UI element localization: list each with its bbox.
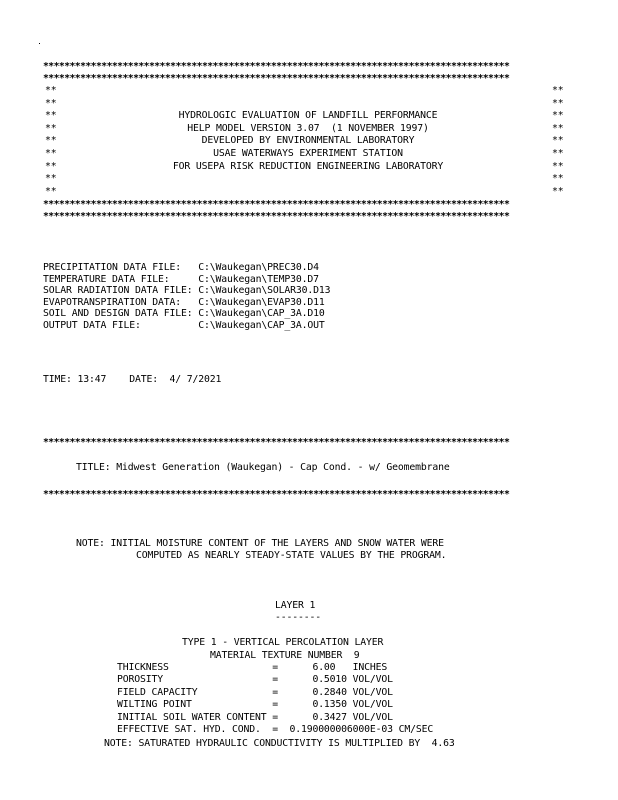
data-file-row xyxy=(43,320,325,332)
layer-property-row: THICKNESS = 6.00 INCHES xyxy=(117,662,388,673)
banner-border-right: ** xyxy=(552,98,564,109)
stars-rule-top-2: **************************************************************************************** xyxy=(43,73,510,84)
data-file-path: C:\Waukegan\TEMP30.D7 xyxy=(198,274,319,285)
layer-property-row: POROSITY = 0.5010 VOL/VOL xyxy=(117,674,393,685)
scan-speck xyxy=(39,43,40,44)
time-date-line: TIME: 13:47 DATE: 4/ 7/2021 xyxy=(43,374,222,385)
banner-border-left: ** xyxy=(45,135,57,146)
note-line-1: NOTE: INITIAL MOISTURE CONTENT OF THE LAYERS AND SNOW WATER WERE xyxy=(76,538,444,549)
data-file-path: C:\Waukegan\CAP_3A.D10 xyxy=(198,308,325,319)
data-file-label: EVAPOTRANSPIRATION DATA: xyxy=(43,297,199,308)
stars-rule-title-top: **************************************************************************************** xyxy=(43,437,510,448)
banner-border-right: ** xyxy=(552,186,564,197)
banner-line: USAE WATERWAYS EXPERIMENT STATION xyxy=(213,148,403,159)
stars-rule-bottom-1: **************************************************************************************** xyxy=(43,199,510,210)
banner-border-left: ** xyxy=(45,85,57,96)
banner-border-left: ** xyxy=(45,98,57,109)
data-file-label: SOLAR RADIATION DATA FILE: xyxy=(43,285,199,296)
data-file-row xyxy=(43,285,330,297)
banner-border-left: ** xyxy=(45,123,57,134)
stars-rule-bottom-2: **************************************************************************************** xyxy=(43,211,510,222)
stars-rule-title-bottom: **************************************************************************************** xyxy=(43,489,510,500)
data-file-path: C:\Waukegan\PREC30.D4 xyxy=(198,262,319,273)
layer-property-row: INITIAL SOIL WATER CONTENT = 0.3427 VOL/VOL xyxy=(117,712,393,723)
title-line: TITLE: Midwest Generation (Waukegan) - Cap Cond. - w/ Geomembrane xyxy=(76,462,450,473)
banner-border-right: ** xyxy=(552,135,564,146)
data-file-label: TEMPERATURE DATA FILE: xyxy=(43,274,199,285)
banner-border-right: ** xyxy=(552,148,564,159)
layer-heading: LAYER 1 xyxy=(275,600,316,611)
data-file-path: C:\Waukegan\CAP_3A.OUT xyxy=(198,320,325,331)
banner-line: HELP MODEL VERSION 3.07 (1 NOVEMBER 1997) xyxy=(187,123,429,134)
banner-border-left: ** xyxy=(45,173,57,184)
banner-border-left: ** xyxy=(45,148,57,159)
data-file-row xyxy=(43,262,319,274)
note-line-2: COMPUTED AS NEARLY STEADY-STATE VALUES BY THE PROGRAM. xyxy=(136,550,447,561)
layer-property-row: FIELD CAPACITY = 0.2840 VOL/VOL xyxy=(117,687,393,698)
banner-border-left: ** xyxy=(45,161,57,172)
data-file-label: PRECIPITATION DATA FILE: xyxy=(43,262,199,273)
layer-heading-underline: -------- xyxy=(275,612,321,623)
banner-border-right: ** xyxy=(552,85,564,96)
layer-type-line: TYPE 1 - VERTICAL PERCOLATION LAYER xyxy=(182,637,384,648)
layer-property-row: EFFECTIVE SAT. HYD. COND. = 0.190000006000E-03 CM/SEC xyxy=(117,724,434,735)
layer-property-row: WILTING POINT = 0.1350 VOL/VOL xyxy=(117,699,393,710)
layer-note: NOTE: SATURATED HYDRAULIC CONDUCTIVITY IS MULTIPLIED BY 4.63 xyxy=(104,738,455,749)
banner-border-right: ** xyxy=(552,173,564,184)
data-file-path: C:\Waukegan\EVAP30.D11 xyxy=(198,297,325,308)
banner-border-left: ** xyxy=(45,186,57,197)
data-file-label: OUTPUT DATA FILE: xyxy=(43,320,199,331)
data-file-row xyxy=(43,308,325,320)
data-file-label: SOIL AND DESIGN DATA FILE: xyxy=(43,308,199,319)
banner-border-left: ** xyxy=(45,110,57,121)
banner-border-right: ** xyxy=(552,123,564,134)
banner-line: DEVELOPED BY ENVIRONMENTAL LABORATORY xyxy=(201,135,415,146)
banner-line: FOR USEPA RISK REDUCTION ENGINEERING LABORATORY xyxy=(172,161,444,172)
banner-border-right: ** xyxy=(552,110,564,121)
stars-rule-top-1: **************************************************************************************** xyxy=(43,61,510,72)
banner-line: HYDROLOGIC EVALUATION OF LANDFILL PERFORMANCE xyxy=(178,110,438,121)
banner-border-right: ** xyxy=(552,161,564,172)
layer-material-line: MATERIAL TEXTURE NUMBER 9 xyxy=(210,650,360,661)
data-file-path: C:\Waukegan\SOLAR30.D13 xyxy=(198,285,331,296)
